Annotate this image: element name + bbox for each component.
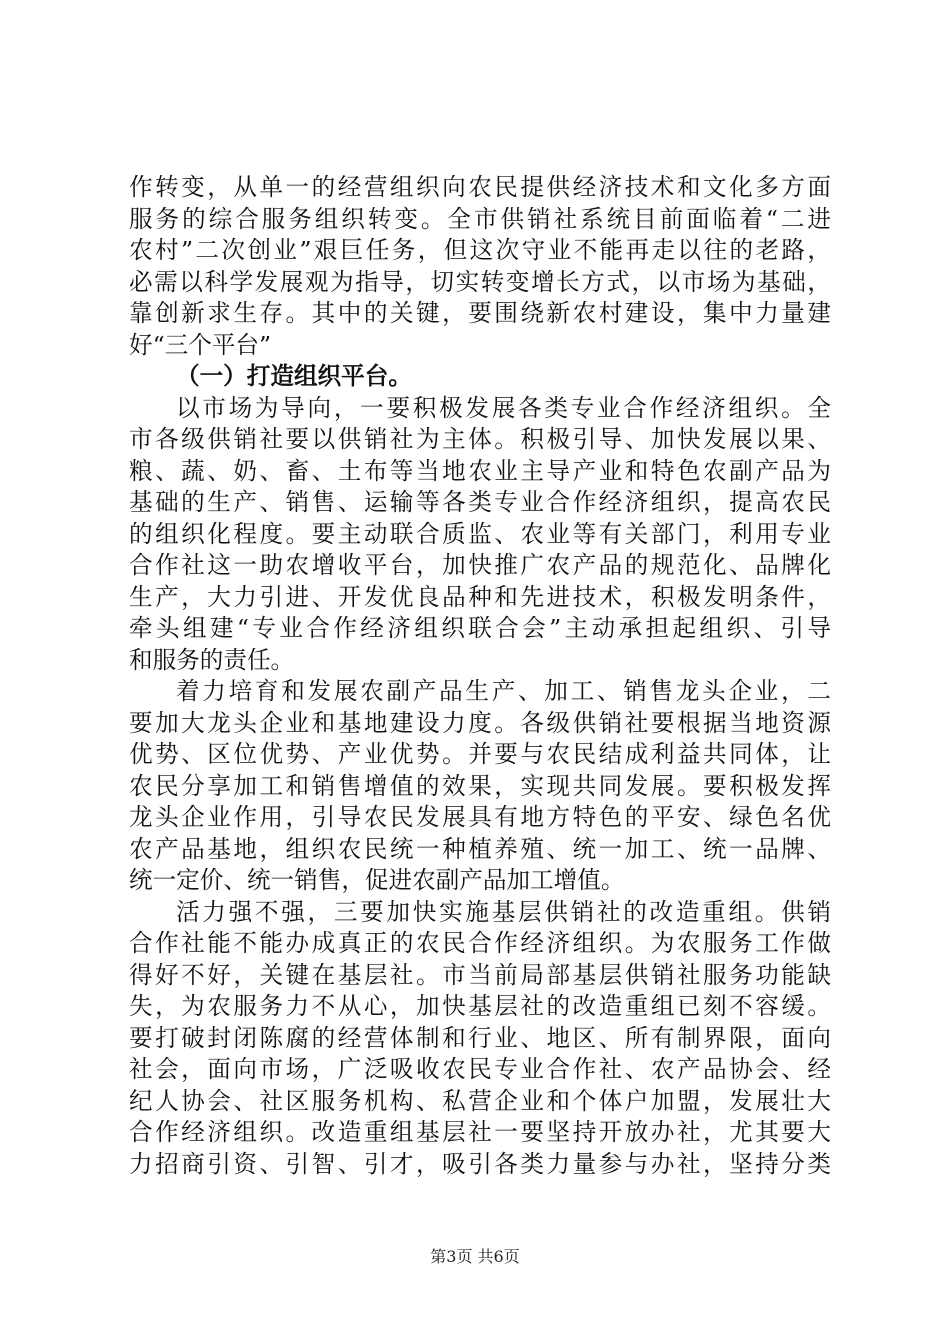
document-body bbox=[129, 172, 831, 1180]
text-line: 以市场为导向，一要积极发展各类专业合作经济组织。全 bbox=[176, 393, 831, 422]
text-line: 必需以科学发展观为指导，切实转变增长方式，以市场为基础， bbox=[129, 267, 831, 296]
text-line: 合作经济组织。改造重组基层社一要坚持开放办社，尤其要大 bbox=[129, 1118, 831, 1146]
text-line: 粮、蔬、奶、畜、土布等当地农业主导产业和特色农副产品为 bbox=[129, 456, 831, 485]
section-heading: （一）打造组织平台。 bbox=[176, 362, 412, 390]
text-line: 牵头组建“专业合作经济组织联合会”主动承担起组织、引导 bbox=[129, 614, 831, 642]
text-line: 活力强不强，三要加快实施基层供销社的改造重组。供销 bbox=[176, 897, 831, 926]
text-line: 得好不好，关键在基层社。市当前局部基层供销社服务功能缺 bbox=[129, 960, 831, 989]
page-number-footer: 第3页 共6页 bbox=[430, 1247, 520, 1266]
text-line: 着力培育和发展农副产品生产、加工、销售龙头企业，二 bbox=[176, 677, 831, 705]
text-line: 农村”二次创业”艰巨任务，但这次守业不能再走以往的老路， bbox=[129, 236, 831, 264]
text-line: 优势、区位优势、产业优势。并要与农民结成利益共同体，让 bbox=[129, 740, 831, 768]
text-line: 市各级供销社要以供销社为主体。积极引导、加快发展以果、 bbox=[129, 425, 831, 453]
text-line: 好“三个平台” bbox=[129, 330, 272, 359]
text-line: 农民分享加工和销售增值的效果，实现共同发展。要积极发挥 bbox=[129, 771, 831, 800]
text-line: 生产，大力引进、开发优良品种和先进技术，积极发明条件， bbox=[129, 582, 831, 611]
text-line: 合作社这一助农增收平台，加快推广农产品的规范化、品牌化 bbox=[129, 551, 831, 579]
text-line: 统一定价、统一销售，促进农副产品加工增值。 bbox=[129, 866, 625, 894]
text-line: 合作社能不能办成真正的农民合作经济组织。为农服务工作做 bbox=[129, 929, 831, 957]
text-line: 力招商引资、引智、引才，吸引各类力量参与办社，坚持分类 bbox=[129, 1149, 831, 1178]
text-line: 农产品基地，组织农民统一种植养殖、统一加工、统一品牌、 bbox=[129, 834, 831, 863]
text-line: 失，为农服务力不从心，加快基层社的改造重组已刻不容缓。 bbox=[129, 992, 831, 1020]
text-line: 的组织化程度。要主动联合质监、农业等有关部门，利用专业 bbox=[129, 519, 831, 548]
text-line: 纪人协会、社区服务机构、私营企业和个体户加盟，发展壮大 bbox=[129, 1086, 831, 1115]
text-line: 龙头企业作用，引导农民发展具有地方特色的平安、绿色名优 bbox=[129, 803, 831, 831]
text-line: 社会，面向市场，广泛吸收农民专业合作社、农产品协会、经 bbox=[129, 1055, 831, 1083]
text-line: 基础的生产、销售、运输等各类专业合作经济组织，提高农民 bbox=[129, 488, 831, 516]
text-line: 要加大龙头企业和基地建设力度。各级供销社要根据当地资源 bbox=[129, 708, 831, 737]
text-line: 服务的综合服务组织转变。全市供销社系统目前面临着“二进 bbox=[129, 204, 831, 233]
text-line: 和服务的责任。 bbox=[129, 645, 295, 674]
text-line: 作转变，从单一的经营组织向农民提供经济技术和文化多方面 bbox=[129, 173, 831, 201]
text-line: 靠创新求生存。其中的关键，要围绕新农村建设，集中力量建 bbox=[129, 299, 831, 327]
text-line: 要打破封闭陈腐的经营体制和行业、地区、所有制界限，面向 bbox=[129, 1023, 831, 1052]
